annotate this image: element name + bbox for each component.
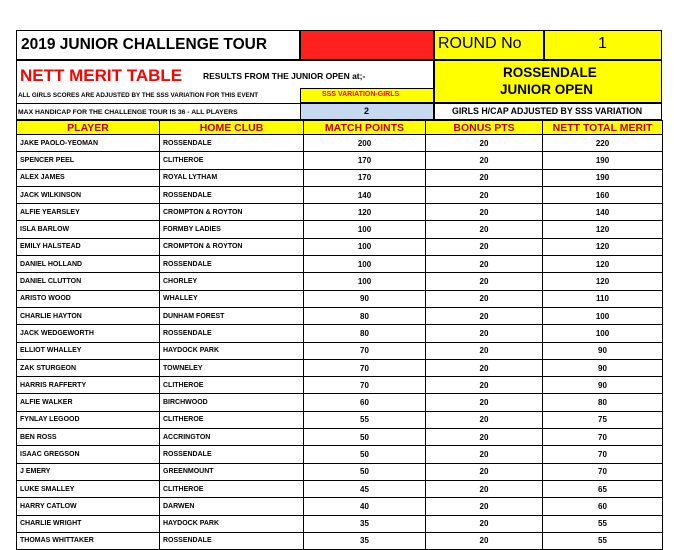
merit-cell: 100: [543, 325, 663, 342]
table-row: [17, 463, 663, 480]
table-row: [17, 394, 663, 411]
sss-label: SSS VARIATION-GIRLS: [322, 91, 400, 98]
match-points-cell: 80: [304, 325, 426, 342]
club-cell: ROSSENDALE: [160, 135, 304, 152]
col-header-match-points: MATCH POINTS: [304, 121, 426, 135]
match-points-cell: 170: [304, 169, 426, 186]
merit-cell: 120: [543, 221, 663, 238]
club-cell: CHORLEY: [160, 273, 304, 290]
merit-cell: 70: [543, 446, 663, 463]
table-row: [17, 186, 663, 203]
header-row: [17, 121, 663, 135]
club-cell: GREENMOUNT: [160, 463, 304, 480]
bonus-cell: 20: [426, 204, 543, 221]
club-cell: ROSSENDALE: [160, 325, 304, 342]
player-cell: ALEX JAMES: [17, 169, 160, 186]
player-cell: DANIEL HOLLAND: [17, 256, 160, 273]
bonus-cell: 20: [426, 273, 543, 290]
col-header-club: HOME CLUB: [160, 121, 304, 135]
match-points-cell: 50: [304, 429, 426, 446]
round-label: ROUND No: [438, 35, 522, 52]
player-cell: FYNLAY LEGOOD: [17, 411, 160, 428]
merit-cell: 90: [543, 359, 663, 376]
merit-cell: 120: [543, 256, 663, 273]
handicap-note: MAX HANDICAP FOR THE CHALLENGE TOUR IS 36 - ALL PLAYERS: [18, 109, 238, 116]
player-cell: DANIEL CLUTTON: [17, 273, 160, 290]
bonus-cell: 20: [426, 221, 543, 238]
merit-cell: 55: [543, 532, 663, 549]
merit-cell: 75: [543, 411, 663, 428]
match-points-cell: 70: [304, 377, 426, 394]
merit-cell: 120: [543, 238, 663, 255]
table-row: [17, 221, 663, 238]
club-cell: DUNHAM FOREST: [160, 307, 304, 324]
merit-cell: 140: [543, 204, 663, 221]
club-cell: BIRCHWOOD: [160, 394, 304, 411]
table-row: [17, 238, 663, 255]
player-cell: SPENCER PEEL: [17, 152, 160, 169]
match-points-cell: 50: [304, 446, 426, 463]
merit-cell: 190: [543, 152, 663, 169]
match-points-cell: 80: [304, 307, 426, 324]
player-cell: HARRIS RAFFERTY: [17, 377, 160, 394]
match-points-cell: 70: [304, 342, 426, 359]
club-cell: CLITHEROE: [160, 480, 304, 497]
table-row: [17, 307, 663, 324]
bonus-cell: 20: [426, 152, 543, 169]
sss-value: 2: [364, 106, 370, 116]
merit-cell: 70: [543, 463, 663, 480]
table-row: [17, 532, 663, 549]
player-cell: CHARLIE HAYTON: [17, 307, 160, 324]
match-points-cell: 100: [304, 256, 426, 273]
player-cell: HARRY CATLOW: [17, 498, 160, 515]
table-row: [17, 342, 663, 359]
match-points-cell: 90: [304, 290, 426, 307]
club-cell: CROMPTON & ROYTON: [160, 238, 304, 255]
col-header-merit: NETT TOTAL MERIT: [543, 121, 663, 135]
match-points-cell: 100: [304, 238, 426, 255]
bonus-cell: 20: [426, 429, 543, 446]
merit-cell: 70: [543, 429, 663, 446]
bonus-cell: 20: [426, 377, 543, 394]
player-cell: ALFIE YEARSLEY: [17, 204, 160, 221]
table-row: [17, 169, 663, 186]
match-points-cell: 50: [304, 463, 426, 480]
merit-cell: 90: [543, 377, 663, 394]
table-row: [17, 273, 663, 290]
player-cell: EMILY HALSTEAD: [17, 238, 160, 255]
bonus-cell: 20: [426, 463, 543, 480]
club-cell: ROYAL LYTHAM: [160, 169, 304, 186]
player-cell: JACK WEDGEWORTH: [17, 325, 160, 342]
bonus-cell: 20: [426, 515, 543, 532]
player-cell: BEN ROSS: [17, 429, 160, 446]
match-points-cell: 40: [304, 498, 426, 515]
table-row: [17, 135, 663, 152]
table-row: [17, 290, 663, 307]
bonus-cell: 20: [426, 532, 543, 549]
girls-adjust-note: GIRLS H/CAP ADJUSTED BY SSS VARIATION: [452, 106, 643, 116]
merit-cell: 160: [543, 186, 663, 203]
player-cell: ZAK STURGEON: [17, 359, 160, 376]
club-cell: CLITHEROE: [160, 152, 304, 169]
merit-cell: 55: [543, 515, 663, 532]
club-cell: CROMPTON & ROYTON: [160, 204, 304, 221]
table-body: [17, 135, 663, 550]
bonus-cell: 20: [426, 411, 543, 428]
col-header-player: PLAYER: [17, 121, 160, 135]
table-row: [17, 204, 663, 221]
club-cell: ACCRINGTON: [160, 429, 304, 446]
match-points-cell: 170: [304, 152, 426, 169]
col-header-bonus: BONUS PTS: [426, 121, 543, 135]
table-title: NETT MERIT TABLE: [20, 66, 183, 85]
club-cell: ROSSENDALE: [160, 186, 304, 203]
club-cell: HAYDOCK PARK: [160, 515, 304, 532]
bonus-cell: 20: [426, 342, 543, 359]
match-points-cell: 100: [304, 221, 426, 238]
table-row: [17, 429, 663, 446]
match-points-cell: 120: [304, 204, 426, 221]
bonus-cell: 20: [426, 480, 543, 497]
merit-cell: 80: [543, 394, 663, 411]
table-row: [17, 480, 663, 497]
player-cell: ISAAC GREGSON: [17, 446, 160, 463]
bonus-cell: 20: [426, 256, 543, 273]
merit-cell: 60: [543, 498, 663, 515]
venue-line1: ROSSENDALE: [503, 65, 597, 80]
match-points-cell: 140: [304, 186, 426, 203]
club-cell: TOWNELEY: [160, 359, 304, 376]
merit-cell: 120: [543, 273, 663, 290]
player-cell: CHARLIE WRIGHT: [17, 515, 160, 532]
redacted-block: [300, 30, 434, 60]
club-cell: ROSSENDALE: [160, 532, 304, 549]
table-row: [17, 325, 663, 342]
merit-cell: 220: [543, 135, 663, 152]
player-cell: LUKE SMALLEY: [17, 480, 160, 497]
match-points-cell: 100: [304, 273, 426, 290]
girls-note: ALL GIRLS SCORES ARE ADJUSTED BY THE SSS VARIATION FOR THIS EVENT: [18, 92, 259, 99]
bonus-cell: 20: [426, 394, 543, 411]
bonus-cell: 20: [426, 359, 543, 376]
club-cell: ROSSENDALE: [160, 446, 304, 463]
bonus-cell: 20: [426, 238, 543, 255]
table-row: [17, 152, 663, 169]
player-cell: ARISTO WOOD: [17, 290, 160, 307]
merit-cell: 65: [543, 480, 663, 497]
bonus-cell: 20: [426, 446, 543, 463]
club-cell: CLITHEROE: [160, 377, 304, 394]
bonus-cell: 20: [426, 307, 543, 324]
match-points-cell: 70: [304, 359, 426, 376]
table-row: [17, 359, 663, 376]
bonus-cell: 20: [426, 169, 543, 186]
club-cell: ROSSENDALE: [160, 256, 304, 273]
table-row: [17, 256, 663, 273]
results-from: RESULTS FROM THE JUNIOR OPEN at;-: [203, 71, 366, 81]
player-cell: JACK WILKINSON: [17, 186, 160, 203]
match-points-cell: 35: [304, 532, 426, 549]
player-cell: THOMAS WHITTAKER: [17, 532, 160, 549]
table-row: [17, 411, 663, 428]
player-cell: J EMERY: [17, 463, 160, 480]
bonus-cell: 20: [426, 135, 543, 152]
table-row: [17, 446, 663, 463]
player-cell: ALFIE WALKER: [17, 394, 160, 411]
club-cell: DARWEN: [160, 498, 304, 515]
table-row: [17, 498, 663, 515]
match-points-cell: 200: [304, 135, 426, 152]
merit-cell: 90: [543, 342, 663, 359]
player-cell: JAKE PAOLO-YEOMAN: [17, 135, 160, 152]
match-points-cell: 45: [304, 480, 426, 497]
match-points-cell: 35: [304, 515, 426, 532]
merit-table: [16, 120, 663, 550]
venue-line2: JUNIOR OPEN: [500, 82, 594, 97]
club-cell: CLITHEROE: [160, 411, 304, 428]
table-row: [17, 377, 663, 394]
club-cell: HAYDOCK PARK: [160, 342, 304, 359]
player-cell: ELLIOT WHALLEY: [17, 342, 160, 359]
round-number: 1: [598, 35, 607, 52]
tour-title: 2019 JUNIOR CHALLENGE TOUR: [21, 36, 268, 53]
bonus-cell: 20: [426, 186, 543, 203]
merit-cell: 190: [543, 169, 663, 186]
club-cell: FORMBY LADIES: [160, 221, 304, 238]
bonus-cell: 20: [426, 498, 543, 515]
bonus-cell: 20: [426, 325, 543, 342]
merit-cell: 110: [543, 290, 663, 307]
club-cell: WHALLEY: [160, 290, 304, 307]
player-cell: ISLA BARLOW: [17, 221, 160, 238]
match-points-cell: 60: [304, 394, 426, 411]
table-row: [17, 515, 663, 532]
merit-cell: 100: [543, 307, 663, 324]
bonus-cell: 20: [426, 290, 543, 307]
match-points-cell: 55: [304, 411, 426, 428]
